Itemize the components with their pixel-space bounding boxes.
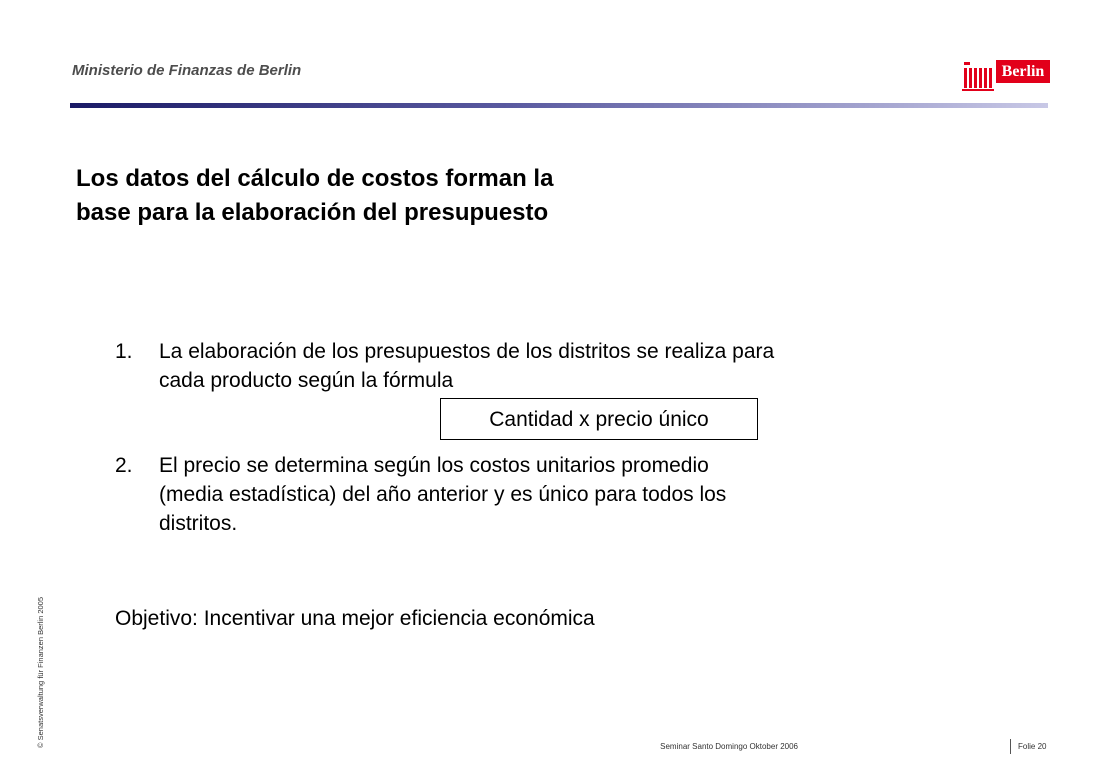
berlin-wordmark: Berlin bbox=[996, 60, 1050, 83]
list-item-text bbox=[159, 337, 965, 395]
title-line-2: base para la elaboración del presupuesto bbox=[76, 199, 549, 226]
berlin-logo bbox=[962, 58, 1050, 92]
list-item-number: 2. bbox=[115, 454, 133, 477]
list-item-number: 1. bbox=[115, 340, 133, 363]
list-item bbox=[115, 337, 965, 395]
objective-text: Objetivo: Incentivar una mejor eficiencia económica bbox=[115, 607, 595, 630]
list-item bbox=[115, 451, 965, 538]
berlin-bars-icon bbox=[962, 58, 996, 92]
list-item-line: La elaboración de los presupuestos de los distritos se realiza para bbox=[159, 340, 775, 363]
slide-title bbox=[76, 162, 776, 230]
footer-seminar: Seminar Santo Domingo Oktober 2006 bbox=[660, 742, 798, 751]
list-item-line: (media estadística) del año anterior y es único para todos los bbox=[159, 483, 727, 506]
header-divider bbox=[70, 103, 1048, 108]
list-item-line: distritos. bbox=[159, 512, 238, 535]
footer-separator bbox=[1010, 739, 1011, 754]
ministry-name: Ministerio de Finanzas de Berlin bbox=[72, 62, 302, 79]
copyright-note: © Senatsverwaltung für Finanzen Berlin 2005 bbox=[36, 596, 45, 748]
list-item-line: El precio se determina según los costos unitarios promedio bbox=[159, 454, 709, 477]
formula-box: Cantidad x precio único bbox=[440, 398, 758, 440]
title-line-1: Los datos del cálculo de costos forman la bbox=[76, 165, 554, 192]
list-item-line: cada producto según la fórmula bbox=[159, 369, 454, 392]
list-item-text bbox=[159, 451, 965, 538]
footer-page-number: Folie 20 bbox=[1018, 742, 1047, 751]
